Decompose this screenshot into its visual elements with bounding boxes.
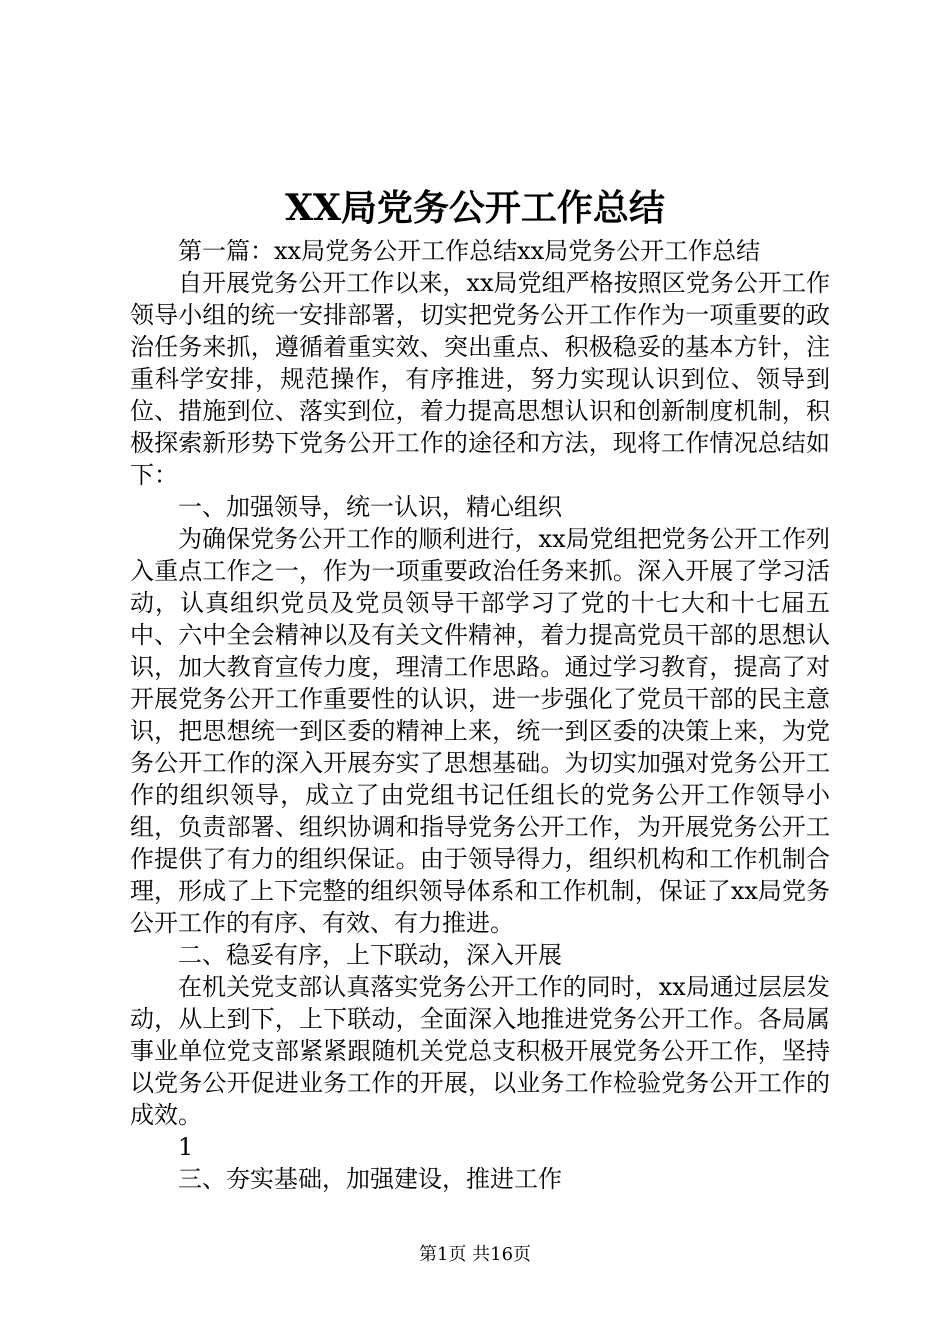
inline-page-number: 1: [178, 1133, 194, 1161]
section-3-heading: 三、夯实基础，加强建设，推进工作: [178, 1165, 562, 1193]
section-1-paragraph: 为确保党务公开工作的顺利进行，xx局党组把党务公开工作列入重点工作之一，作为一项重要政治任务来抓。深入开展了学习活动，认真组织党员及党员领导干部学习了党的十七大和十七届五中、六中全会精神以及有关文件精神，着力提高党员干部的思想认识，加大教育宣传力度，理清工作思路。通过学习教育，提高了对开展党务公开工作重要性的认识，进一步强化了党员干部的民主意识，把思想统一到区委的精神上来，统一到区委的决策上来，为党务公开工作的深入开展夯实了思想基础。为切实加强对党务公开工作的组织领导，成立了由党组书记任组长的党务公开工作领导小组，负责部署、组织协调和指导党务公开工作，为开展党务公开工作提供了有力的组织保证。由于领导得力，组织机构和工作机制合理，形成了上下完整的组织领导体系和工作机制，保证了xx局党务公开工作的有序、有效、有力推进。: [130, 525, 830, 937]
document-body: [130, 235, 830, 1195]
intro-paragraph: 自开展党务公开工作以来，xx局党组严格按照区党务公开工作领导小组的统一安排部署，切实把党务公开工作作为一项重要的政治任务来抓，遵循着重实效、突出重点、积极稳妥的基本方针，注重科学安排，规范操作，有序推进，努力实现认识到位、领导到位、措施到位、落实到位，着力提高思想认识和创新制度机制，积极探索新形势下党务公开工作的途径和方法，现将工作情况总结如下：: [130, 269, 830, 489]
section-1-heading: 一、加强领导，统一认识，精心组织: [178, 493, 562, 521]
subtitle-line: 第一篇：xx局党务公开工作总结xx局党务公开工作总结: [178, 237, 761, 265]
document-title: XX局党务公开工作总结: [285, 187, 665, 229]
section-2-paragraph: 在机关党支部认真落实党务公开工作的同时，xx局通过层层发动，从上到下，上下联动，全面深入地推进党务公开工作。各局属事业单位党支部紧紧跟随机关党总支积极开展党务公开工作，坚持以党务公开促进业务工作的开展，以业务工作检验党务公开工作的成效。: [130, 973, 830, 1129]
section-2-heading: 二、稳妥有序，上下联动，深入开展: [178, 941, 562, 969]
page-footer: 第1页 共16页: [418, 1244, 532, 1265]
